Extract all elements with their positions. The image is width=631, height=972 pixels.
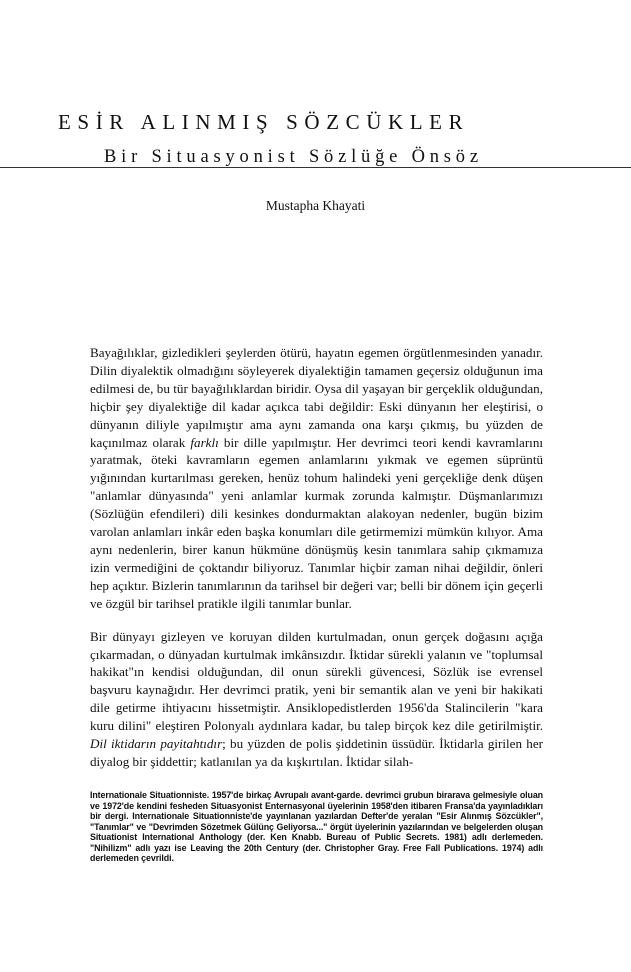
body-paragraph-2 [90, 628, 543, 771]
paragraph-1-text-a: Bayağılıklar, gizledikleri şeylerden ötürü, hayatın egemen örgütlenmesinden yanadır. Dilin diyalektik olmadığını söyleyerek diyalektiğin tamamen geçersiz olduğunun ima edilmesi de, bu tür bayağılıklardan biridir. Oysa dil yaşayan bir gerçeklik olduğundan, hiçbir şey diyalektiğe dil kadar açıkca tabi değildir: Eski dünyanın her eleştirisi, o dünyanın diliyle yapılmıştır ama aynı zamanda ona karşı çıkmış, bu yüzden de kaçınılmaz olarak [90, 345, 543, 450]
author-name: Mustapha Khayati [265, 198, 366, 213]
paragraph-1-emphasis: farklı [190, 434, 219, 450]
footnote: Internationale Situationniste. 1957'de birkaç Avrupalı avant-garde. devrimci grubun birarava gelmesiyle oluan ve 1972'de kendini fesheden Situasyonist Enternasyonal üyelerinin 1958'den itibaren Fransa'da yayınladıkları bir dergi. Internationale Situationniste'de yayınlanan yazılardan Defter'de yeralan "Esir Alınmış Sözcükler", "Tanımlar" ve "Devrimden Sözetmek Gülünç Geliyorsa..." örgüt üyelerinin yazılarından ve belgelerden oluşan Situationist International Anthology (der. Ken Knabb. Bureau of Public Secrets. 1981) adlı derlemeden. "Nihilizm" adlı yazı ise Leaving the 20th Century (der. Christopher Gray. Free Fall Publications. 1974) adlı derlemeden çevrildi. [90, 790, 543, 863]
body-paragraph-1 [90, 344, 543, 613]
article-title: ESİR ALINMIŞ SÖZCÜKLER [58, 110, 470, 134]
paragraph-2-text-a: Bir dünyayı gizleyen ve koruyan dilden kurtulmadan, onun gerçek doğasını açığa çıkarmadan, o dünyadan kurtulmak imkânsızdır. İktidar sürekli yalanın ve "toplumsal hakikat"ın kendisi olduğundan, dil onun sürekli güvencesi, Sözlük ise evrensel başvuru kaynağıdır. Her devrimci pratik, yeni bir semantik alan ve yeni bir hakikati dile getirme ihtiyacını hissetmiştir. Ansiklopedistlerden 1956'da Stalincilerin "kara kuru dilini" eleştiren Polonyalı aydınlara kadar, bu talep birçok kez dile getirilmiştir. [90, 628, 543, 734]
article-body [90, 344, 543, 771]
article-subtitle: Bir Situasyonist Sözlüğe Önsöz [104, 147, 483, 167]
paragraph-2-text-b: ; bu yüzden de polis şiddetinin üssüdür. İktidarla girilen her diyalog bir şiddettir; katlanılan ya da kışkırtılan. İktidar silah- [90, 736, 543, 769]
title-divider [0, 167, 631, 168]
paragraph-2-emphasis: Dil iktidarın payitahtıdır [90, 736, 223, 752]
paragraph-1-text-b: bir dille yapılmıştır. Her devrimci teori kendi kavramlarını yaratmak, öteki kavramların egemen anlamlarını yıkmak ve egemen süprüntü yığınından kurtarılması gereken, henüz tohum halindeki yeni gerçekliğe denk düşen "anlamlar dünyasında" yeni anlamlar kurmak zorunda kalmıştır. Düşmanlarımızı (Sözlüğün efendileri) dili kesinkes dondurmaktan alakoyan nedenler, bugün bizim varolan anlamları inkâr eden başka konumları dile getirmemizi mümkün kılıyor. Ama aynı nedenlerin, birer kanun hükmüne dönüşmüş kesin tanımlara sahip çıkmamıza izin vermediğini de çoktandır biliyoruz. Tanımlar hiçbir zaman nihai değildir, önleri hep açıktır. Bizlerin tanımlarının da tarihsel bir değeri var; belli bir dönem için geçerli ve özgül bir tarihsel pratikle ilgili tanımlar bunlar. [90, 434, 544, 611]
